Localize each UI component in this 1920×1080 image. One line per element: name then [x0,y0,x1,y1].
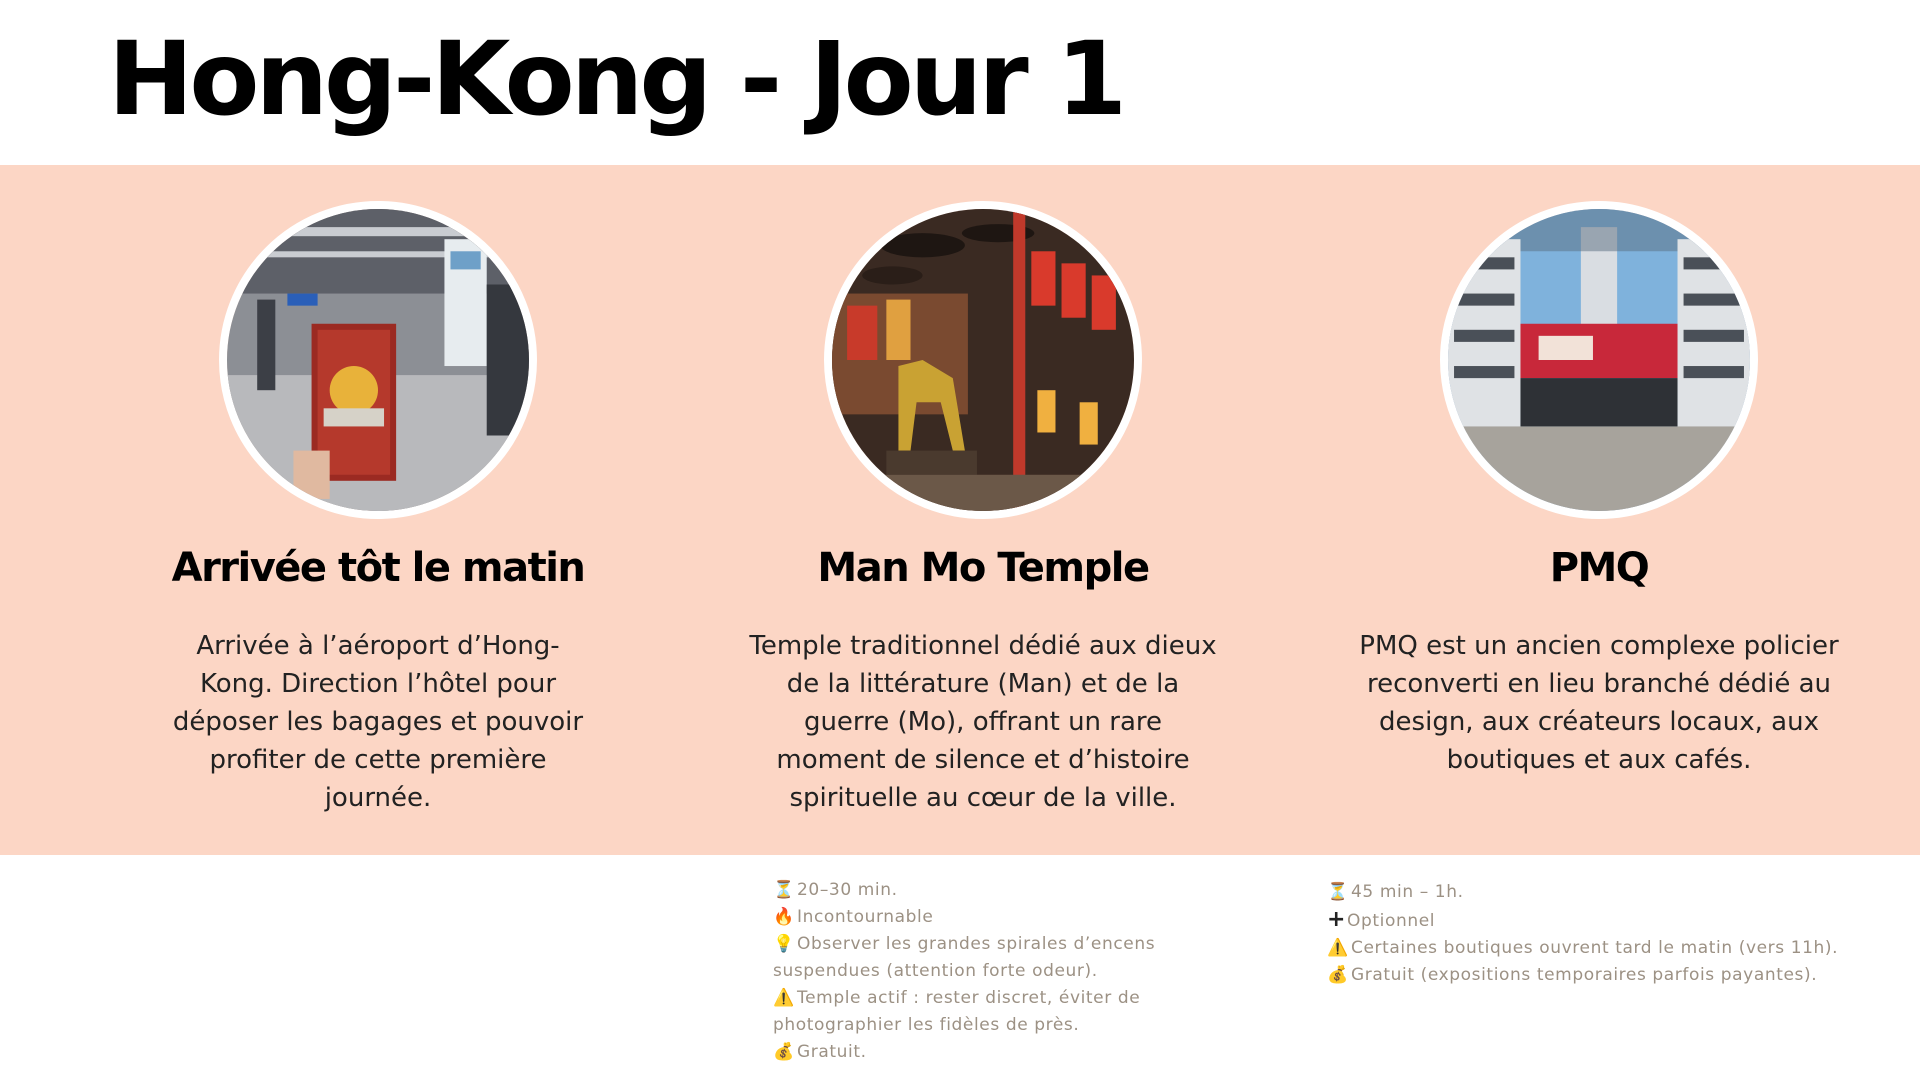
note-text: Temple actif : rester discret, éviter de photographier les fidèles de près. [773,988,1141,1035]
note-text: Gratuit. [797,1042,867,1062]
card-pmq [1289,165,1909,779]
hourglass-icon: ⏳ [773,880,795,900]
card-description: PMQ est un ancien complexe policier reconverti en lieu branché dédié au design, aux créateurs locaux, aux boutiques et aux cafés. [1359,631,1839,775]
card-heading: Man Mo Temple [817,545,1149,591]
note-line [773,877,1213,904]
note-line [773,904,1213,931]
pmq-notes [1327,879,1847,989]
temple-notes [773,877,1213,1066]
card-description: Arrivée à l’aéroport d’Hong-Kong. Direction l’hôtel pour déposer les bagages et pouvoir profiter de cette première journée. [172,631,584,813]
airport-arrival-photo [219,201,537,519]
card-heading: Arrivée tôt le matin [171,545,585,591]
note-text: 45 min – 1h. [1351,882,1464,902]
card-heading: PMQ [1549,545,1649,591]
pmq-courtyard-photo [1440,201,1758,519]
warning-icon: ⚠️ [1327,938,1349,958]
page-title: Hong-Kong - Jour 1 [108,20,1124,139]
card-man-mo-temple [683,165,1283,817]
money-bag-icon: 💰 [1327,965,1349,985]
note-text: Observer les grandes spirales d’encens suspendues (attention forte odeur). [773,934,1156,981]
note-text: Incontournable [797,907,934,927]
note-line [773,1039,1213,1066]
note-text: Optionnel [1347,911,1436,931]
fire-icon: 🔥 [773,907,795,927]
note-text: Gratuit (expositions temporaires parfois payantes). [1351,965,1818,985]
card-arrival [78,165,678,817]
warning-icon: ⚠️ [773,988,795,1008]
hourglass-icon: ⏳ [1327,882,1349,902]
temple-interior-photo [824,201,1142,519]
note-line [773,931,1213,985]
note-text: 20–30 min. [797,880,898,900]
note-line [1327,879,1847,906]
lightbulb-icon: 💡 [773,934,795,954]
note-line [773,985,1213,1039]
note-line [1327,962,1847,989]
card-description: Temple traditionnel dédié aux dieux de la littérature (Man) et de la guerre (Mo), offrant un rare moment de silence et d’histoire spirituelle au cœur de la ville. [749,631,1217,813]
note-line [1327,935,1847,962]
money-bag-icon: 💰 [773,1042,795,1062]
itinerary-band [0,165,1920,855]
note-text: Certaines boutiques ouvrent tard le matin (vers 11h). [1351,938,1839,958]
note-line [1327,906,1847,935]
plus-icon: + [1327,907,1347,932]
